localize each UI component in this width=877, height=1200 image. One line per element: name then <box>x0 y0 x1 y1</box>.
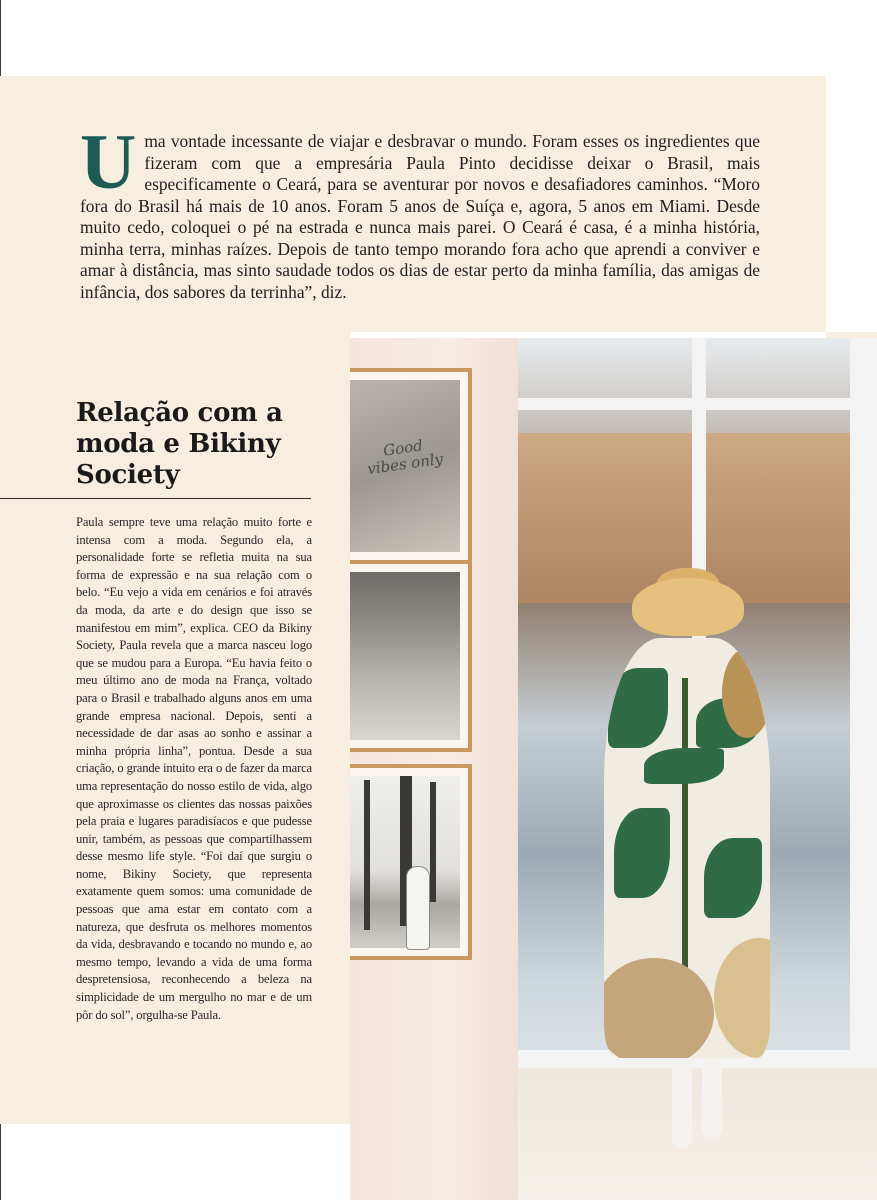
section-heading: Relação com a moda e Bikiny Society <box>76 398 283 490</box>
kaftan-sand-shape-1 <box>604 958 714 1058</box>
heading-rule <box>0 498 311 499</box>
framed-print-2 <box>350 560 472 752</box>
kaftan-leaf-5 <box>644 748 724 784</box>
store-photo <box>350 338 877 1200</box>
kaftan-sand-shape-2 <box>714 938 770 1058</box>
drop-cap: U <box>80 118 137 205</box>
kaftan-palm-trunk <box>682 678 688 978</box>
palm-print-kaftan <box>604 638 770 1058</box>
section-body: Paula sempre teve uma relação muito forte e intensa com a moda. Segundo ela, a personalidade forte se refletia muita na sua forma de expressão e na sua relação com o belo. “Eu vejo a vida em cenários e foi através da moda, da arte e do design que isso se manifestou em mim”, explica. CEO da Bikiny Society, Paula revela que a marca nasceu logo que se mudou para a Europa. “Eu havia feito o meu último ano de moda na França, voltado para o Brasil e trabalhado alguns anos em uma grande empresa nacional. Depois, senti a necessidade de dar asas ao sonho e assinar a minha própria linha”, pontua. Desde a sua criação, o grande intuito era o de fazer da marca uma representação do nosso estilo de vida, algo que aproximasse os clientes das nossas paixões pela praia e lugares paradisíacos e que pudesse unir, também, as pessoas que compartilhassem desse mesmo life style. “Foi daí que surgiu o nome, Bikiny Society, que representa exatamente quem somos: uma comunidade de pessoas que ama estar em contato com a natureza, que desfruta os melhores momentos da vida, desbravando e tocando no mundo e, ao mesmo tempo, levando a vida de uma forma despretensiosa, reconhecendo a beleza na simplicidade de um mergulho no mar e de um pôr do sol”, orgulha-se Paula. <box>76 515 312 1022</box>
framed-print-3 <box>350 764 472 960</box>
palm-trunk-3 <box>430 782 436 902</box>
framed-print-1 <box>350 368 472 564</box>
surf-print <box>350 572 460 740</box>
surfboard <box>406 866 430 950</box>
palm-trunk-1 <box>364 780 370 930</box>
straw-hat <box>632 578 744 636</box>
kaftan-ochre-shape <box>722 648 770 738</box>
display-sand <box>518 1068 877 1200</box>
frame-caption: Good vibes only <box>366 436 445 479</box>
window-frame-right <box>850 338 877 1058</box>
palm-beach-print <box>350 776 460 948</box>
kaftan-leaf-1 <box>608 668 668 748</box>
kaftan-leaf-3 <box>614 808 670 898</box>
sand-writing-print <box>350 380 460 552</box>
intro-paragraph <box>80 118 760 303</box>
intro-text: ma vontade incessante de viajar e desbravar o mundo. Foram esses os ingredientes que fizeram com que a empresária Paula Pinto decidisse deixar o Brasil, mais especificamente o Ceará, para se aventurar por novos e desafiadores caminhos. “Moro fora do Brasil há mais de 10 anos. Foram 5 anos de Suíça e, agora, 5 anos em Miami. Desde muito cedo, coloquei o pé na estrada e nunca mais parei. O Ceará é casa, é a minha história, minha terra, minhas raízes. Depois de tanto tempo morando fora acho que aprendi a conviver e amar à distância, mas sinto saudade todos os dias de estar perto da minha família, das amigas de infância, dos sabores da terrinha”, diz. <box>80 131 760 302</box>
kaftan-leaf-4 <box>704 838 762 918</box>
